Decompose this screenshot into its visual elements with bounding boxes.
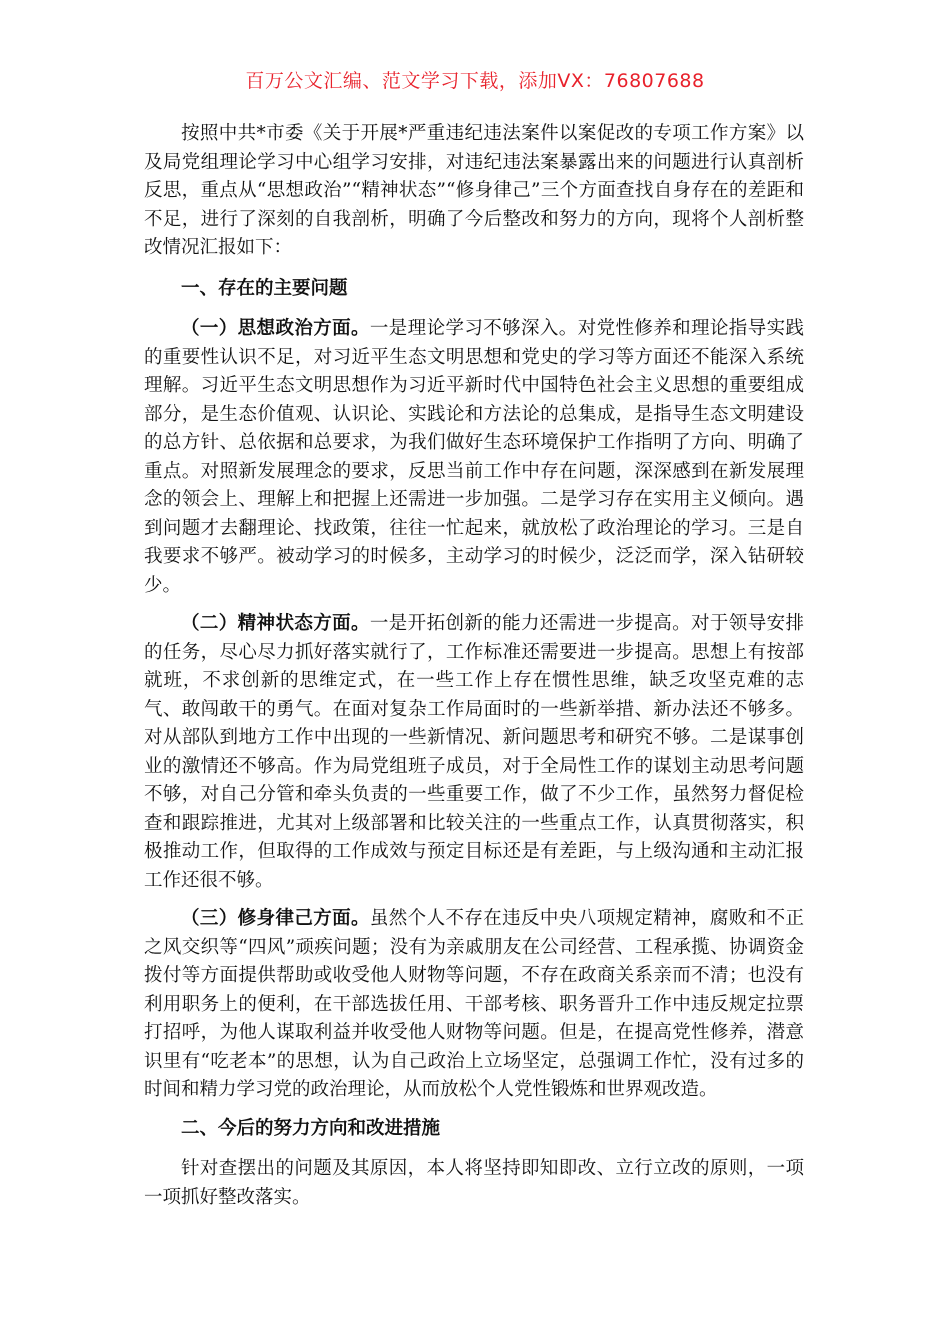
section-2-heading: 二、今后的努力方向和改进措施	[181, 1117, 441, 1139]
item-1-paragraph	[144, 315, 804, 600]
item-1-title: （一）思想政治方面。	[181, 318, 370, 339]
section-1-heading: 一、存在的主要问题	[181, 277, 348, 299]
intro-paragraph: 按照中共*市委《关于开展*严重违纪违法案件以案促改的专项工作方案》以及局党组理论学习中心组学习安排，对违纪违法案暴露出来的问题进行认真剖析反思，重点从“思想政治”“精神状态”“修身律己”三个方面查找自身存在的差距和不足，进行了深刻的自我剖析，明确了今后整改和努力的方向，现将个人剖析整改情况汇报如下：	[144, 123, 804, 258]
item-2-text: 一是开拓创新的能力还需进一步提高。对于领导安排的任务，尽心尽力抓好落实就行了，工作标准还需要进一步提高。思想上有按部就班，不求创新的思维定式，在一些工作上存在惯性思维，缺乏攻坚克难的志气、敢闯敢干的勇气。在面对复杂工作局面时的一些新举措、新办法还不够多。对从部队到地方工作中出现的一些新情况、新问题思考和研究不够。二是谋事创业的激情还不够高。作为局党组班子成员，对于全局性工作的谋划主动思考问题不够，对自己分管和牵头负责的一些重要工作，做了不少工作，虽然努力督促检查和跟踪推进，尤其对上级部署和比较关注的一些重点工作，认真贯彻落实，积极推动工作，但取得的工作成效与预定目标还是有差距，与上级沟通和主动汇报工作还很不够。	[144, 613, 804, 891]
header-banner: 百万公文汇编、范文学习下载，添加VX：76807688	[245, 70, 705, 92]
document-body	[144, 120, 804, 1222]
closing-paragraph: 针对查摆出的问题及其原因，本人将坚持即知即改、立行立改的原则，一项一项抓好整改落实。	[144, 1158, 804, 1208]
item-2-paragraph	[144, 610, 804, 895]
item-1-text: 一是理论学习不够深入。对党性修养和理论指导实践的重要性认识不足，对习近平生态文明思想和党史的学习等方面还不能深入系统理解。习近平生态文明思想作为习近平新时代中国特色社会主义思想的重要组成部分，是生态价值观、认识论、实践论和方法论的总集成，是指导生态文明建设的总方针、总依据和总要求，为我们做好生态环境保护工作指明了方向、明确了重点。对照新发展理念的要求，反思当前工作中存在问题，深深感到在新发展理念的领会上、理解上和把握上还需进一步加强。二是学习存在实用主义倾向。遇到问题才去翻理论、找政策，往往一忙起来，就放松了政治理论的学习。三是自我要求不够严。被动学习的时候多，主动学习的时候少，泛泛而学，深入钻研较少。	[144, 318, 804, 596]
item-3-text: 虽然个人不存在违反中央八项规定精神，腐败和不正之风交织等“四风”顽疾问题；没有为亲戚朋友在公司经营、工程承揽、协调资金拨付等方面提供帮助或收受他人财物等问题，不存在政商关系亲而不清；也没有利用职务上的便利，在干部选拔任用、干部考核、职务晋升工作中违反规定拉票打招呼，为他人谋取利益并收受他人财物等问题。但是，在提高党性修养，潜意识里有“吃老本”的思想，认为自己政治上立场坚定，总强调工作忙，没有过多的时间和精力学习党的政治理论，从而放松个人党性锻炼和世界观改造。	[144, 908, 804, 1100]
item-3-paragraph	[144, 905, 804, 1105]
item-2-title: （二）精神状态方面。	[181, 613, 370, 634]
item-3-title: （三）修身律己方面。	[181, 908, 370, 929]
